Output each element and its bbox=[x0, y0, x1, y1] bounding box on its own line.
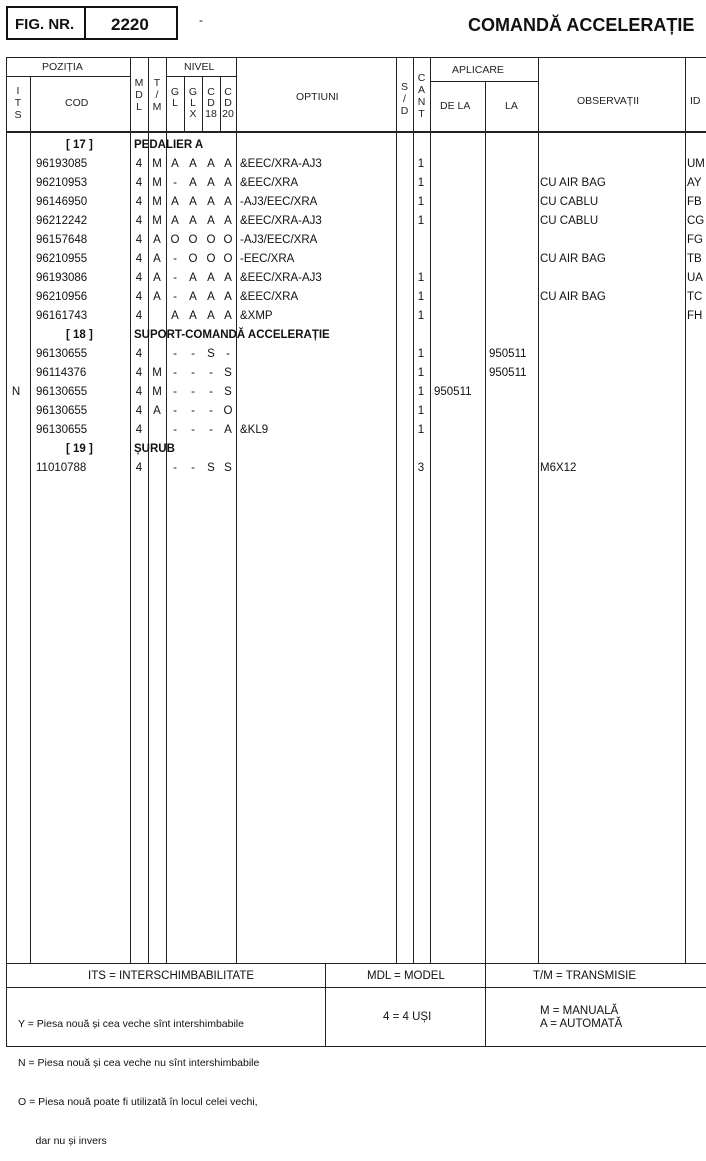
row-nivel-cd20: S bbox=[224, 462, 232, 474]
row-nivel-glx: O bbox=[188, 253, 198, 265]
row-nivel-cd18: A bbox=[207, 196, 215, 208]
col-mdl-1: M bbox=[134, 77, 144, 89]
row-nivel-gl: A bbox=[171, 215, 179, 227]
row-observatii: CU AIR BAG bbox=[540, 253, 606, 265]
col-cod: COD bbox=[65, 97, 89, 109]
col-tm-1: T bbox=[153, 77, 161, 89]
row-cod: 96210953 bbox=[36, 177, 88, 189]
table-row bbox=[0, 383, 706, 402]
row-optiuni: &EEC/XRA-AJ3 bbox=[240, 158, 322, 170]
col-aplicare: APLICARE bbox=[452, 64, 504, 76]
row-cant: 1 bbox=[417, 291, 425, 303]
col-its bbox=[6, 85, 30, 121]
col-cant-3: N bbox=[417, 96, 426, 108]
col-nivel-cd20-3: 20 bbox=[222, 108, 234, 120]
row-nivel-cd20: A bbox=[224, 291, 232, 303]
legend-tm-title: T/M = TRANSMISIE bbox=[533, 970, 636, 982]
row-mdl: 4 bbox=[135, 291, 143, 303]
row-cant: 1 bbox=[417, 424, 425, 436]
row-mdl: 4 bbox=[135, 177, 143, 189]
row-observatii: CU AIR BAG bbox=[540, 291, 606, 303]
row-observatii: CU CABLU bbox=[540, 215, 599, 227]
row-de-la: 950511 bbox=[434, 386, 472, 398]
row-mdl: 4 bbox=[135, 272, 143, 284]
col-observatii: OBSERVAȚII bbox=[577, 95, 640, 107]
row-nivel-gl: - bbox=[173, 291, 177, 303]
row-nivel-glx: A bbox=[189, 158, 197, 170]
row-nivel-glx: - bbox=[191, 386, 195, 398]
col-cant-1: C bbox=[417, 72, 426, 84]
section-name: SUPORT-COMANDĂ ACCELERAȚIE bbox=[134, 329, 330, 341]
row-nivel-cd20: A bbox=[224, 196, 232, 208]
col-sd-2: / bbox=[403, 93, 406, 105]
row-nivel-glx: A bbox=[189, 291, 197, 303]
row-nivel-glx: A bbox=[189, 196, 197, 208]
col-mdl bbox=[130, 77, 148, 113]
row-nivel-cd20: A bbox=[224, 158, 232, 170]
row-cod: 96130655 bbox=[36, 386, 88, 398]
row-nivel-gl: A bbox=[171, 310, 179, 322]
row-tm: A bbox=[153, 291, 161, 303]
table-row bbox=[0, 231, 706, 250]
col-nivel-cd18 bbox=[202, 87, 220, 120]
col-nivel-gl-2: L bbox=[172, 97, 178, 109]
row-cant: 1 bbox=[417, 386, 425, 398]
legend-mdl-title: MDL = MODEL bbox=[367, 970, 445, 982]
row-nivel-cd18: O bbox=[206, 253, 216, 265]
row-optiuni: &EEC/XRA bbox=[240, 291, 299, 303]
fig-number-box bbox=[84, 6, 178, 40]
row-cod: 96130655 bbox=[36, 424, 88, 436]
row-cant: 1 bbox=[417, 215, 425, 227]
legend-mdl-value: 4 = 4 UȘI bbox=[383, 1011, 432, 1023]
row-cant: 1 bbox=[417, 310, 425, 322]
col-cant-2: A bbox=[417, 84, 425, 96]
table-row bbox=[0, 345, 706, 364]
row-observatii: CU AIR BAG bbox=[540, 177, 606, 189]
header-dot: - bbox=[199, 13, 203, 27]
col-pozitia: POZIȚIA bbox=[42, 61, 83, 73]
col-id: ID bbox=[690, 95, 701, 107]
row-its: N bbox=[11, 386, 21, 398]
row-nivel-cd20: O bbox=[223, 234, 233, 246]
row-cant: 3 bbox=[417, 462, 425, 474]
row-id: UA bbox=[687, 272, 703, 284]
col-nivel-glx bbox=[184, 87, 202, 120]
row-nivel-cd20: S bbox=[224, 386, 232, 398]
row-cant: 1 bbox=[417, 348, 425, 360]
row-nivel-gl: - bbox=[173, 424, 177, 436]
table-row bbox=[0, 174, 706, 193]
page-title: COMANDĂ ACCELERAȚIE bbox=[468, 15, 695, 35]
row-id: FH bbox=[687, 310, 703, 322]
row-nivel-gl: - bbox=[173, 272, 177, 284]
row-optiuni: -AJ3/EEC/XRA bbox=[240, 234, 318, 246]
row-mdl: 4 bbox=[135, 310, 143, 322]
row-nivel-cd18: S bbox=[207, 348, 215, 360]
fig-label: FIG. NR. bbox=[15, 16, 75, 33]
row-cant: 1 bbox=[417, 177, 425, 189]
col-nivel-cd20-2: D bbox=[224, 97, 232, 109]
row-mdl: 4 bbox=[135, 462, 143, 474]
section-position: [ 19 ] bbox=[66, 443, 93, 455]
row-nivel-glx: A bbox=[189, 177, 197, 189]
row-mdl: 4 bbox=[135, 424, 143, 436]
row-mdl: 4 bbox=[135, 215, 143, 227]
row-mdl: 4 bbox=[135, 386, 143, 398]
row-cod: 96161743 bbox=[36, 310, 88, 322]
row-cant: 1 bbox=[417, 367, 425, 379]
row-nivel-glx: O bbox=[188, 234, 198, 246]
col-tm-2: / bbox=[155, 89, 159, 101]
col-la: LA bbox=[505, 100, 518, 112]
row-nivel-glx: A bbox=[189, 272, 197, 284]
row-nivel-cd18: - bbox=[209, 405, 213, 417]
row-cant: 1 bbox=[417, 196, 425, 208]
col-nivel-glx-2: L bbox=[190, 97, 196, 109]
col-cant bbox=[413, 72, 430, 120]
legend-its-o-cont: dar nu și invers bbox=[18, 1135, 107, 1147]
row-nivel-cd20: A bbox=[224, 215, 232, 227]
row-nivel-cd20: O bbox=[223, 405, 233, 417]
section-header-row bbox=[0, 136, 706, 155]
row-id: FG bbox=[687, 234, 703, 246]
row-mdl: 4 bbox=[135, 196, 143, 208]
row-optiuni: -EEC/XRA bbox=[240, 253, 295, 265]
row-optiuni: &KL9 bbox=[240, 424, 269, 436]
row-mdl: 4 bbox=[135, 253, 143, 265]
legend-tm-lines bbox=[540, 1005, 622, 1031]
row-nivel-cd18: - bbox=[209, 424, 213, 436]
row-nivel-gl: - bbox=[173, 386, 177, 398]
row-nivel-cd18: S bbox=[207, 462, 215, 474]
row-nivel-cd18: A bbox=[207, 310, 215, 322]
row-id: UM bbox=[687, 158, 705, 170]
table-row bbox=[0, 269, 706, 288]
col-nivel-cd18-1: C bbox=[207, 86, 215, 98]
col-nivel-cd18-3: 18 bbox=[205, 108, 217, 120]
row-id: CG bbox=[687, 215, 705, 227]
row-nivel-cd20: A bbox=[224, 424, 232, 436]
table-row bbox=[0, 288, 706, 307]
section-header-row bbox=[0, 326, 706, 345]
row-la: 950511 bbox=[489, 348, 527, 360]
row-nivel-cd18: A bbox=[207, 291, 215, 303]
row-cod: 96193085 bbox=[36, 158, 88, 170]
row-cod: 96157648 bbox=[36, 234, 88, 246]
col-nivel-gl bbox=[166, 87, 184, 109]
row-cod: 96210956 bbox=[36, 291, 88, 303]
row-nivel-gl: A bbox=[171, 158, 179, 170]
row-nivel-cd20: S bbox=[224, 367, 232, 379]
row-nivel-glx: A bbox=[189, 215, 197, 227]
row-nivel-gl: O bbox=[170, 234, 180, 246]
row-mdl: 4 bbox=[135, 348, 143, 360]
col-mdl-3: L bbox=[136, 101, 142, 113]
table-row bbox=[0, 402, 706, 421]
col-tm-3: M bbox=[152, 101, 162, 113]
section-header-row bbox=[0, 440, 706, 459]
row-nivel-glx: - bbox=[191, 424, 195, 436]
row-cod: 96146950 bbox=[36, 196, 88, 208]
row-cant: 1 bbox=[417, 158, 425, 170]
section-name: ȘURUB bbox=[134, 443, 175, 455]
row-tm: A bbox=[153, 272, 161, 284]
row-tm: A bbox=[153, 405, 161, 417]
table-row bbox=[0, 364, 706, 383]
col-nivel-glx-3: X bbox=[189, 108, 197, 120]
table-row bbox=[0, 459, 706, 478]
col-nivel: NIVEL bbox=[184, 61, 215, 73]
legend-tm-a: A = AUTOMATĂ bbox=[540, 1018, 623, 1030]
row-nivel-gl: A bbox=[171, 196, 179, 208]
row-cod: 96114376 bbox=[36, 367, 87, 379]
row-optiuni: -AJ3/EEC/XRA bbox=[240, 196, 318, 208]
row-nivel-cd20: - bbox=[226, 348, 230, 360]
row-nivel-gl: - bbox=[173, 462, 177, 474]
legend-its-n: N = Piesa nouă și cea veche nu sînt intershimbabile bbox=[18, 1057, 260, 1069]
row-cod: 96130655 bbox=[36, 405, 88, 417]
row-nivel-glx: A bbox=[189, 310, 197, 322]
row-id: TB bbox=[687, 253, 702, 265]
section-position: [ 18 ] bbox=[66, 329, 93, 341]
legend-its-o: O = Piesa nouă poate fi utilizată în locul celei vechi, bbox=[18, 1096, 258, 1108]
col-sd-1: S bbox=[400, 81, 408, 93]
row-cant: 1 bbox=[417, 405, 425, 417]
row-nivel-gl: - bbox=[173, 253, 177, 265]
row-cod: 96212242 bbox=[36, 215, 88, 227]
row-tm: M bbox=[152, 177, 162, 189]
row-optiuni: &EEC/XRA bbox=[240, 177, 299, 189]
row-cod: 96193086 bbox=[36, 272, 88, 284]
row-nivel-cd20: O bbox=[223, 253, 233, 265]
legend-tm-m: M = MANUALĂ bbox=[540, 1005, 619, 1017]
col-cant-4: T bbox=[418, 108, 425, 120]
row-nivel-cd20: A bbox=[224, 177, 232, 189]
row-id: AY bbox=[687, 177, 702, 189]
section-position: [ 17 ] bbox=[66, 139, 93, 151]
row-cod: 96210955 bbox=[36, 253, 88, 265]
legend-its-lines bbox=[18, 992, 259, 1161]
row-nivel-gl: - bbox=[173, 367, 177, 379]
row-tm: A bbox=[153, 234, 161, 246]
row-optiuni: &EEC/XRA-AJ3 bbox=[240, 272, 322, 284]
row-nivel-cd18: A bbox=[207, 272, 215, 284]
row-mdl: 4 bbox=[135, 405, 143, 417]
col-its-3: S bbox=[14, 109, 22, 121]
col-de-la: DE LA bbox=[440, 100, 471, 112]
row-nivel-glx: - bbox=[191, 348, 195, 360]
row-nivel-cd18: - bbox=[209, 367, 213, 379]
legend-its-title: ITS = INTERSCHIMBABILITATE bbox=[88, 970, 255, 982]
col-nivel-cd20 bbox=[220, 87, 236, 120]
row-cant: 1 bbox=[417, 272, 425, 284]
row-nivel-glx: - bbox=[191, 367, 195, 379]
row-id: TC bbox=[687, 291, 703, 303]
col-sd-3: D bbox=[400, 105, 409, 117]
row-nivel-gl: - bbox=[173, 405, 177, 417]
table-row bbox=[0, 193, 706, 212]
row-tm: A bbox=[153, 253, 161, 265]
row-nivel-cd20: A bbox=[224, 310, 232, 322]
row-tm: M bbox=[152, 367, 162, 379]
row-observatii: M6X12 bbox=[540, 462, 577, 474]
row-la: 950511 bbox=[489, 367, 527, 379]
row-id: FB bbox=[687, 196, 702, 208]
row-observatii: CU CABLU bbox=[540, 196, 599, 208]
col-nivel-cd18-2: D bbox=[207, 97, 215, 109]
col-optiuni: OPTIUNI bbox=[296, 91, 339, 103]
legend-its-y: Y = Piesa nouă și cea veche sînt intershimbabile bbox=[18, 1018, 244, 1030]
table-row bbox=[0, 212, 706, 231]
row-mdl: 4 bbox=[135, 158, 143, 170]
section-name: PEDALIER A bbox=[134, 139, 204, 151]
row-nivel-cd18: A bbox=[207, 158, 215, 170]
row-nivel-gl: - bbox=[173, 348, 177, 360]
col-nivel-glx-1: G bbox=[188, 86, 198, 98]
col-nivel-gl-1: G bbox=[170, 86, 180, 98]
row-optiuni: &XMP bbox=[240, 310, 273, 322]
row-tm: M bbox=[152, 158, 162, 170]
row-nivel-cd18: O bbox=[206, 234, 216, 246]
row-nivel-gl: - bbox=[173, 177, 177, 189]
row-tm: M bbox=[152, 196, 162, 208]
fig-number: 2220 bbox=[111, 15, 149, 34]
row-cod: 11010788 bbox=[36, 462, 87, 474]
row-tm: M bbox=[152, 215, 162, 227]
table-row bbox=[0, 421, 706, 440]
row-optiuni: &EEC/XRA-AJ3 bbox=[240, 215, 322, 227]
row-mdl: 4 bbox=[135, 234, 143, 246]
row-mdl: 4 bbox=[135, 367, 143, 379]
row-nivel-cd18: A bbox=[207, 215, 215, 227]
col-tm bbox=[148, 77, 166, 113]
row-nivel-cd18: - bbox=[209, 386, 213, 398]
row-nivel-cd18: A bbox=[207, 177, 215, 189]
row-cod: 96130655 bbox=[36, 348, 88, 360]
col-mdl-2: D bbox=[135, 89, 143, 101]
fig-label-box bbox=[6, 6, 86, 40]
table-row bbox=[0, 307, 706, 326]
table-row bbox=[0, 155, 706, 174]
col-its-1: I bbox=[16, 85, 20, 97]
row-nivel-glx: - bbox=[191, 405, 195, 417]
row-tm: M bbox=[152, 386, 162, 398]
row-nivel-cd20: A bbox=[224, 272, 232, 284]
col-sd bbox=[396, 81, 413, 117]
col-nivel-cd20-1: C bbox=[224, 86, 232, 98]
table-row bbox=[0, 250, 706, 269]
row-nivel-glx: - bbox=[191, 462, 195, 474]
col-its-2: T bbox=[14, 97, 22, 109]
